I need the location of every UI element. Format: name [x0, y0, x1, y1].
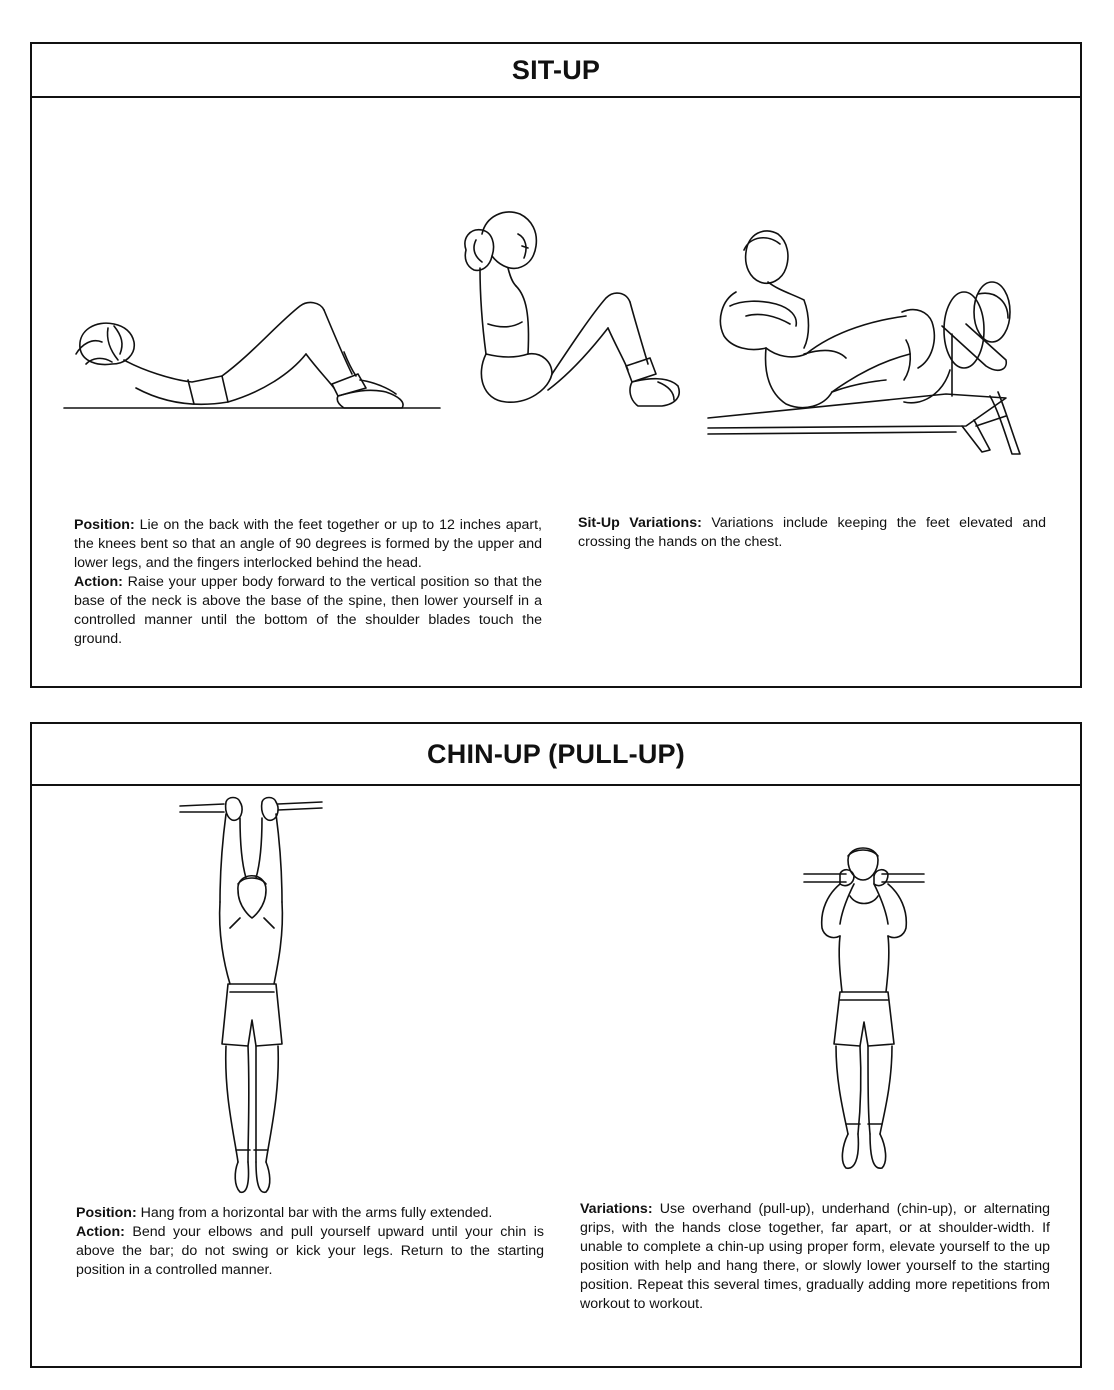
chinup-title: CHIN-UP (PULL-UP) — [32, 724, 1080, 786]
situp-action-text: Raise your upper body forward to the vertical position so that the base of the neck is above the base of the spine, then lower yourself in a controlled manner until the bottom of the shoulder blades touch the ground. — [74, 574, 542, 647]
chinup-instructions — [76, 1204, 544, 1280]
chinup-variations — [580, 1200, 1050, 1314]
chinup-variations-text: Use overhand (pull-up), underhand (chin-up), or alternating grips, with the hands close together, far apart, or at shoulder-width. If unable to complete a chin-up using proper form, elevate yourself to the up position with help and hang there, or slowly lower yourself to the starting position. Repeat this several times, gradually adding more repetitions from workout to workout. — [580, 1201, 1050, 1312]
chinup-hang-illustration — [178, 794, 328, 1198]
situp-position-label: Position: — [74, 517, 135, 533]
situp-lying-illustration — [62, 284, 442, 424]
chinup-up-illustration — [802, 844, 926, 1174]
situp-action-label: Action: — [74, 574, 123, 590]
situp-variations-text: Variations include keeping the feet elevated and crossing the hands on the chest. — [578, 515, 1046, 550]
situp-position-text: Lie on the back with the feet together or up to 12 inches apart, the knees bent so that an angle of 90 degrees is formed by the upper and lower legs, and the fingers interlocked behind the head. — [74, 517, 543, 571]
situp-variations — [578, 514, 1046, 552]
chinup-panel — [30, 722, 1082, 1368]
chinup-action-text: Bend your elbows and pull yourself upward until your chin is above the bar; do not swing or kick your legs. Return to the starting position in a controlled manner. — [76, 1224, 544, 1278]
chinup-position-text: Hang from a horizontal bar with the arms fully extended. — [140, 1205, 493, 1221]
situp-title: SIT-UP — [32, 44, 1080, 98]
situp-variations-label: Sit-Up Variations: — [578, 515, 702, 531]
situp-bench-illustration — [706, 220, 1056, 460]
chinup-position-label: Position: — [76, 1205, 137, 1221]
situp-instructions — [74, 516, 542, 649]
situp-panel — [30, 42, 1082, 688]
chinup-action-label: Action: — [76, 1224, 125, 1240]
situp-up-illustration — [452, 204, 682, 424]
chinup-variations-label: Variations: — [580, 1201, 653, 1217]
